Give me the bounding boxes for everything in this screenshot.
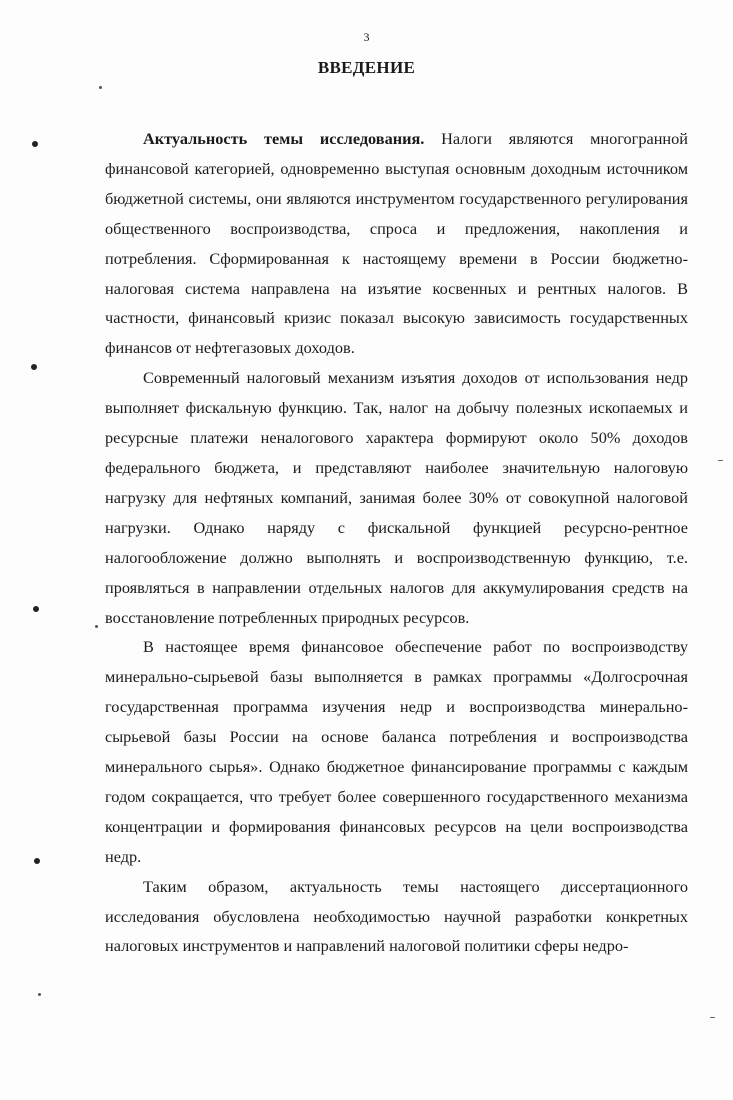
paragraph-1 — [105, 124, 688, 363]
binder-hole-mark — [33, 606, 39, 612]
paragraph-1-lead: Актуальность темы исследования. — [143, 129, 425, 148]
paragraph-4: Таким образом, актуальность темы настоящего диссертационного исследования обусловлена необходимостью научной разработки конкретных налоговых инструментов и направлений налоговой политики сферы недро- — [105, 876, 688, 956]
paragraph-1-text: Налоги являются многогранной финансовой категорией, одновременно выступая основным доходным источником бюджетной системы, они являются инструментом государственного регулирования общественного воспроизводства, спроса и предложения, накопления и потребления. Сформированная к настоящему времени в России бюджетно-налоговая система направлена на изъятие косвенных и рентных налогов. В частности, финансовый кризис показал высокую зависимость государственных финансов от нефтегазовых доходов. — [105, 129, 688, 358]
paragraph-3: В настоящее время финансовое обеспечение работ по воспроизводству минерально-сырьевой базы выполняется в рамках программы «Долгосрочная государственная программа изучения недр и воспроизводства минерально-сырьевой базы России на основе баланса потребления и воспроизводства минерального сырья». Однако бюджетное финансирование программы с каждым годом сокращается, что требует более совершенного государственного механизма концентрации и формирования финансовых ресурсов на цели воспроизводства недр. — [105, 637, 688, 866]
scan-speck — [95, 625, 98, 628]
binder-hole-mark — [31, 364, 37, 370]
scan-speck — [38, 993, 41, 996]
binder-hole-mark — [34, 858, 40, 864]
binder-hole-mark — [32, 141, 38, 147]
scan-speck — [718, 460, 723, 461]
paragraph-2: Современный налоговый механизм изъятия доходов от использования недр выполняет фискальную функцию. Так, налог на добычу полезных ископаемых и ресурсные платежи неналогового характера формируют около 50% доходов федерального бюджета, и представляют наиболее значительную налоговую нагрузку для нефтяных компаний, занимая более 30% от совокупной налоговой нагрузки. Однако наряду с фискальной функцией ресурсно-рентное налогообложение должно выполнять и воспроизводственную функцию, т.е. проявляться в направлении отдельных налогов для аккумулирования средств на восстановление потребленных природных ресурсов. — [105, 368, 688, 627]
document-body — [105, 124, 688, 961]
page-number: 3 — [363, 30, 370, 44]
scan-speck — [710, 1017, 715, 1018]
scan-speck — [99, 86, 102, 89]
section-heading: ВВЕДЕНИЕ — [317, 58, 416, 77]
